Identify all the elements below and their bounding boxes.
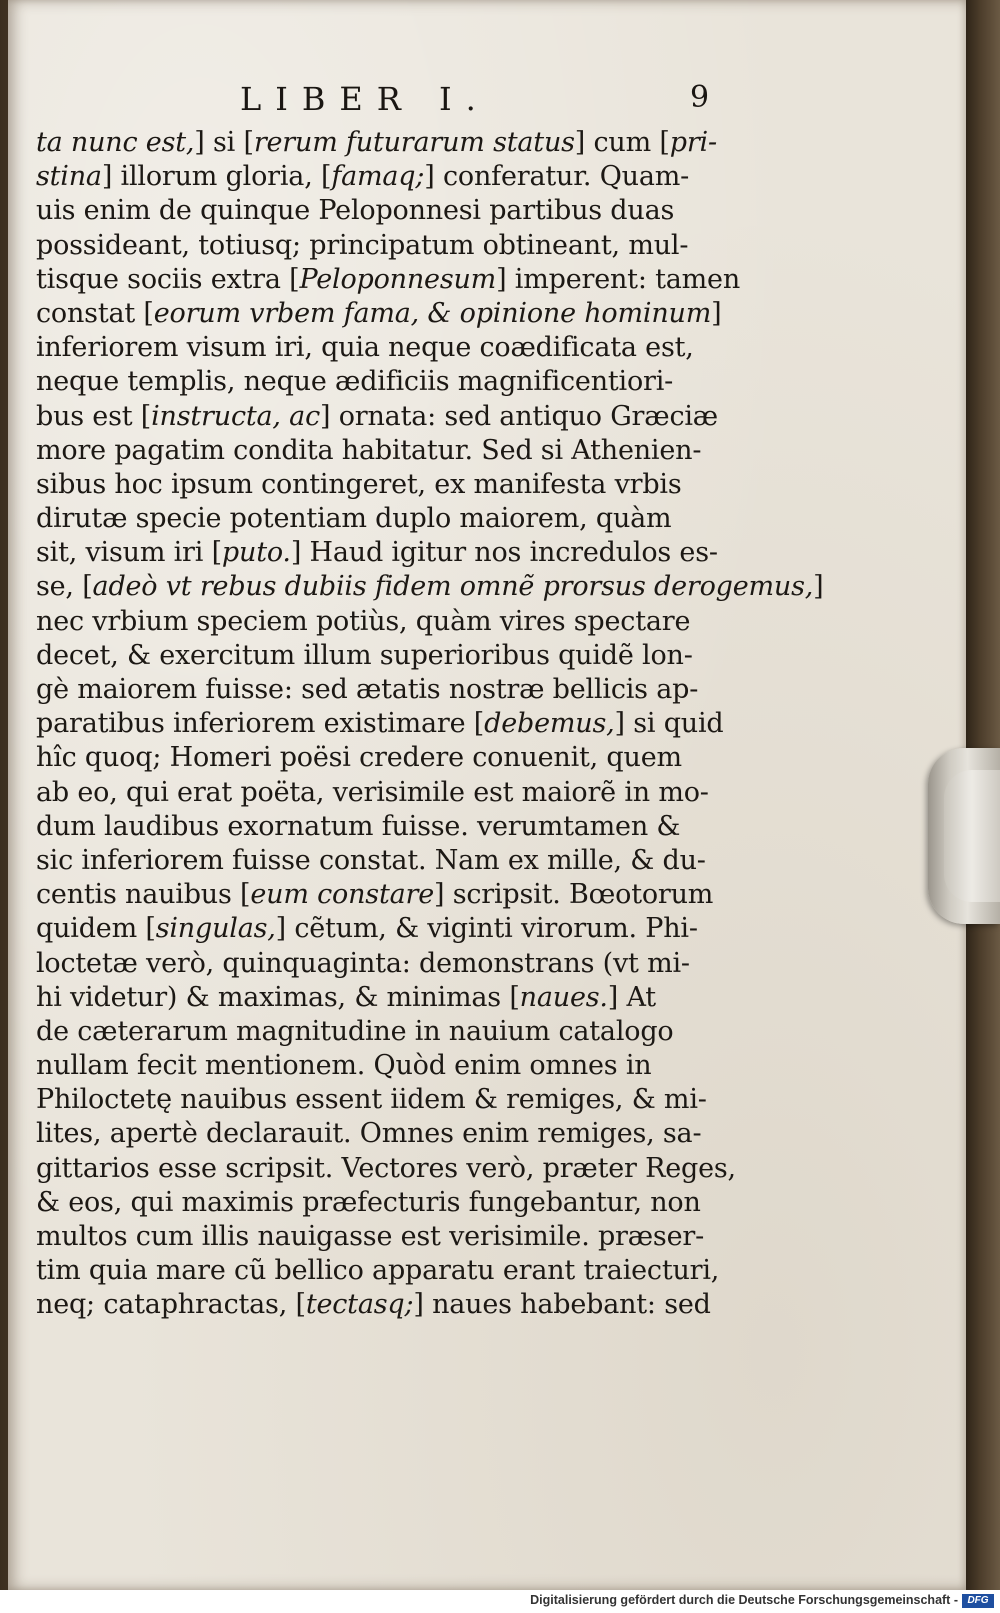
text-line [36,947,746,981]
text-segment: ] illorum gloria, [ [101,161,332,193]
italic-gloss: eorum vrbem fama, & opinione hominum [153,297,712,329]
page-header [240,80,720,124]
text-line [36,502,746,536]
text-segment: loctetæ verò, quinquaginta: demonstrans (vt mi- [36,947,690,979]
text-line [36,536,746,570]
text-line [36,229,746,263]
italic-gloss: stina [36,161,102,193]
page-clip-highlight [944,770,1000,902]
text-line [36,194,746,228]
text-line [36,673,746,707]
text-segment: sibus hoc ipsum contingeret, ex manifesta vrbis [36,468,682,500]
text-line [36,468,746,502]
text-segment: Philoctetę nauibus essent iidem & remiges, & mi- [36,1084,707,1116]
text-segment: ab eo, qui erat poëta, verisimile est maiorẽ in mo- [36,776,709,808]
italic-gloss: singulas, [155,913,276,945]
dfg-logo: DFG [962,1594,994,1608]
text-segment: uis enim de quinque Peloponnesi partibus duas [36,195,675,227]
text-segment: decet, & exercitum illum superioribus quidẽ lon- [36,639,693,671]
page-number: 9 [690,80,710,115]
text-line [36,1186,746,1220]
text-segment: ] cẽtum, & viginti virorum. Phi- [275,913,698,945]
text-segment: hîc quoq; Homeri poësi credere conuenit, quem [36,742,682,774]
text-segment: ] cum [ [574,127,670,158]
italic-gloss: instructa, ac [151,400,321,432]
text-line [36,263,746,297]
italic-gloss: famaq; [331,161,425,193]
running-head: LIBER I. [240,80,490,118]
text-line [36,1015,746,1049]
text-segment: ] ornata: sed antiquo Græciæ [320,400,718,432]
text-line [36,776,746,810]
text-segment: ] si quid [614,708,724,740]
text-segment: de cæterarum magnitudine in nauium catalogo [36,1015,674,1047]
text-line [36,878,746,912]
text-line [36,741,746,775]
italic-gloss: Peloponnesum [299,263,497,295]
text-segment: more pagatim condita habitatur. Sed si Athenien- [36,434,702,466]
italic-gloss: naues. [519,981,608,1013]
funding-credit: Digitalisierung gefördert durch die Deutsche Forschungsgemeinschaft - [530,1593,958,1607]
text-segment: ] At [607,981,656,1013]
text-segment: se, [ [36,571,93,603]
italic-gloss: pri- [669,127,717,158]
text-segment: neque templis, neque ædificiis magnificentiori- [36,366,674,398]
text-line [36,1254,746,1288]
body-text [36,126,824,1323]
italic-gloss: rerum futurarum status [253,127,575,158]
text-line [36,810,746,844]
italic-gloss: puto. [221,537,291,569]
text-line [36,707,746,741]
italic-gloss: eum constare [250,879,434,911]
text-line [36,160,746,194]
text-line [36,126,746,160]
text-segment: sic inferiorem fuisse constat. Nam ex mille, & du- [36,844,706,876]
text-segment: ] naues habebant: sed [413,1289,711,1321]
text-line [36,570,824,604]
text-segment: dum laudibus exornatum fuisse. verumtamen & [36,810,681,842]
text-line [36,434,746,468]
text-segment: ] imperent: tamen [496,263,741,295]
italic-gloss: ta nunc est, [36,127,195,158]
text-segment: ] [711,297,722,329]
text-segment: nullam fecit mentionem. Quòd enim omnes in [36,1050,652,1082]
text-segment: gè maiorem fuisse: sed ætatis nostræ bellicis ap- [36,674,699,705]
text-segment: quidem [ [36,913,156,945]
text-segment: tisque sociis extra [ [36,263,300,295]
text-segment: paratibus inferiorem existimare [ [36,708,485,740]
text-line [36,1288,746,1322]
text-segment: bus est [ [36,400,152,432]
text-segment: ] scripsit. Bœotorum [433,879,714,911]
text-segment: ] [813,571,824,603]
text-segment: centis nauibus [ [36,879,251,911]
text-line [36,1220,746,1254]
text-segment: multos cum illis nauigasse est verisimile. præser- [36,1221,704,1252]
text-line [36,912,746,946]
text-line [36,400,746,434]
text-line [36,1117,746,1151]
italic-gloss: tectasq; [305,1289,414,1321]
italic-gloss: debemus, [484,708,615,740]
text-segment: constat [ [36,297,154,329]
text-line [36,605,746,639]
text-line [36,1083,746,1117]
text-segment: tim quia mare cũ bellico apparatu erant traiecturi, [36,1255,720,1287]
text-line [36,1049,746,1083]
text-segment: inferiorem visum iri, quia neque coædificata est, [36,332,694,364]
footer-bar [0,1590,1000,1613]
text-segment: dirutæ specie potentiam duplo maiorem, quàm [36,503,672,535]
text-line [36,639,746,673]
text-segment: possideant, totiusq; principatum obtineant, mul- [36,229,689,261]
text-line [36,1152,746,1186]
text-line [36,844,746,878]
text-segment: sit, visum iri [ [36,537,222,569]
text-line [36,331,746,365]
text-line [36,365,746,399]
text-segment: lites, apertè declarauit. Omnes enim remiges, sa- [36,1118,702,1150]
text-segment: & eos, qui maximis præfecturis fungebantur, non [36,1186,701,1218]
text-segment: hi videtur) & maximas, & minimas [ [36,981,520,1013]
text-segment: nec vrbium speciem potiùs, quàm vires spectare [36,605,691,637]
text-line [36,297,746,331]
text-segment: ] Haud igitur nos incredulos es- [290,537,718,569]
text-line [36,981,746,1015]
text-segment: gittarios esse scripsit. Vectores verò, præter Reges, [36,1152,736,1184]
text-segment: neq; cataphractas, [ [36,1289,306,1321]
text-segment: ] si [ [194,127,254,158]
text-segment: ] conferatur. Quam- [424,161,690,193]
italic-gloss: adeò vt rebus dubiis fidem omnẽ prorsus derogemus, [92,571,814,603]
